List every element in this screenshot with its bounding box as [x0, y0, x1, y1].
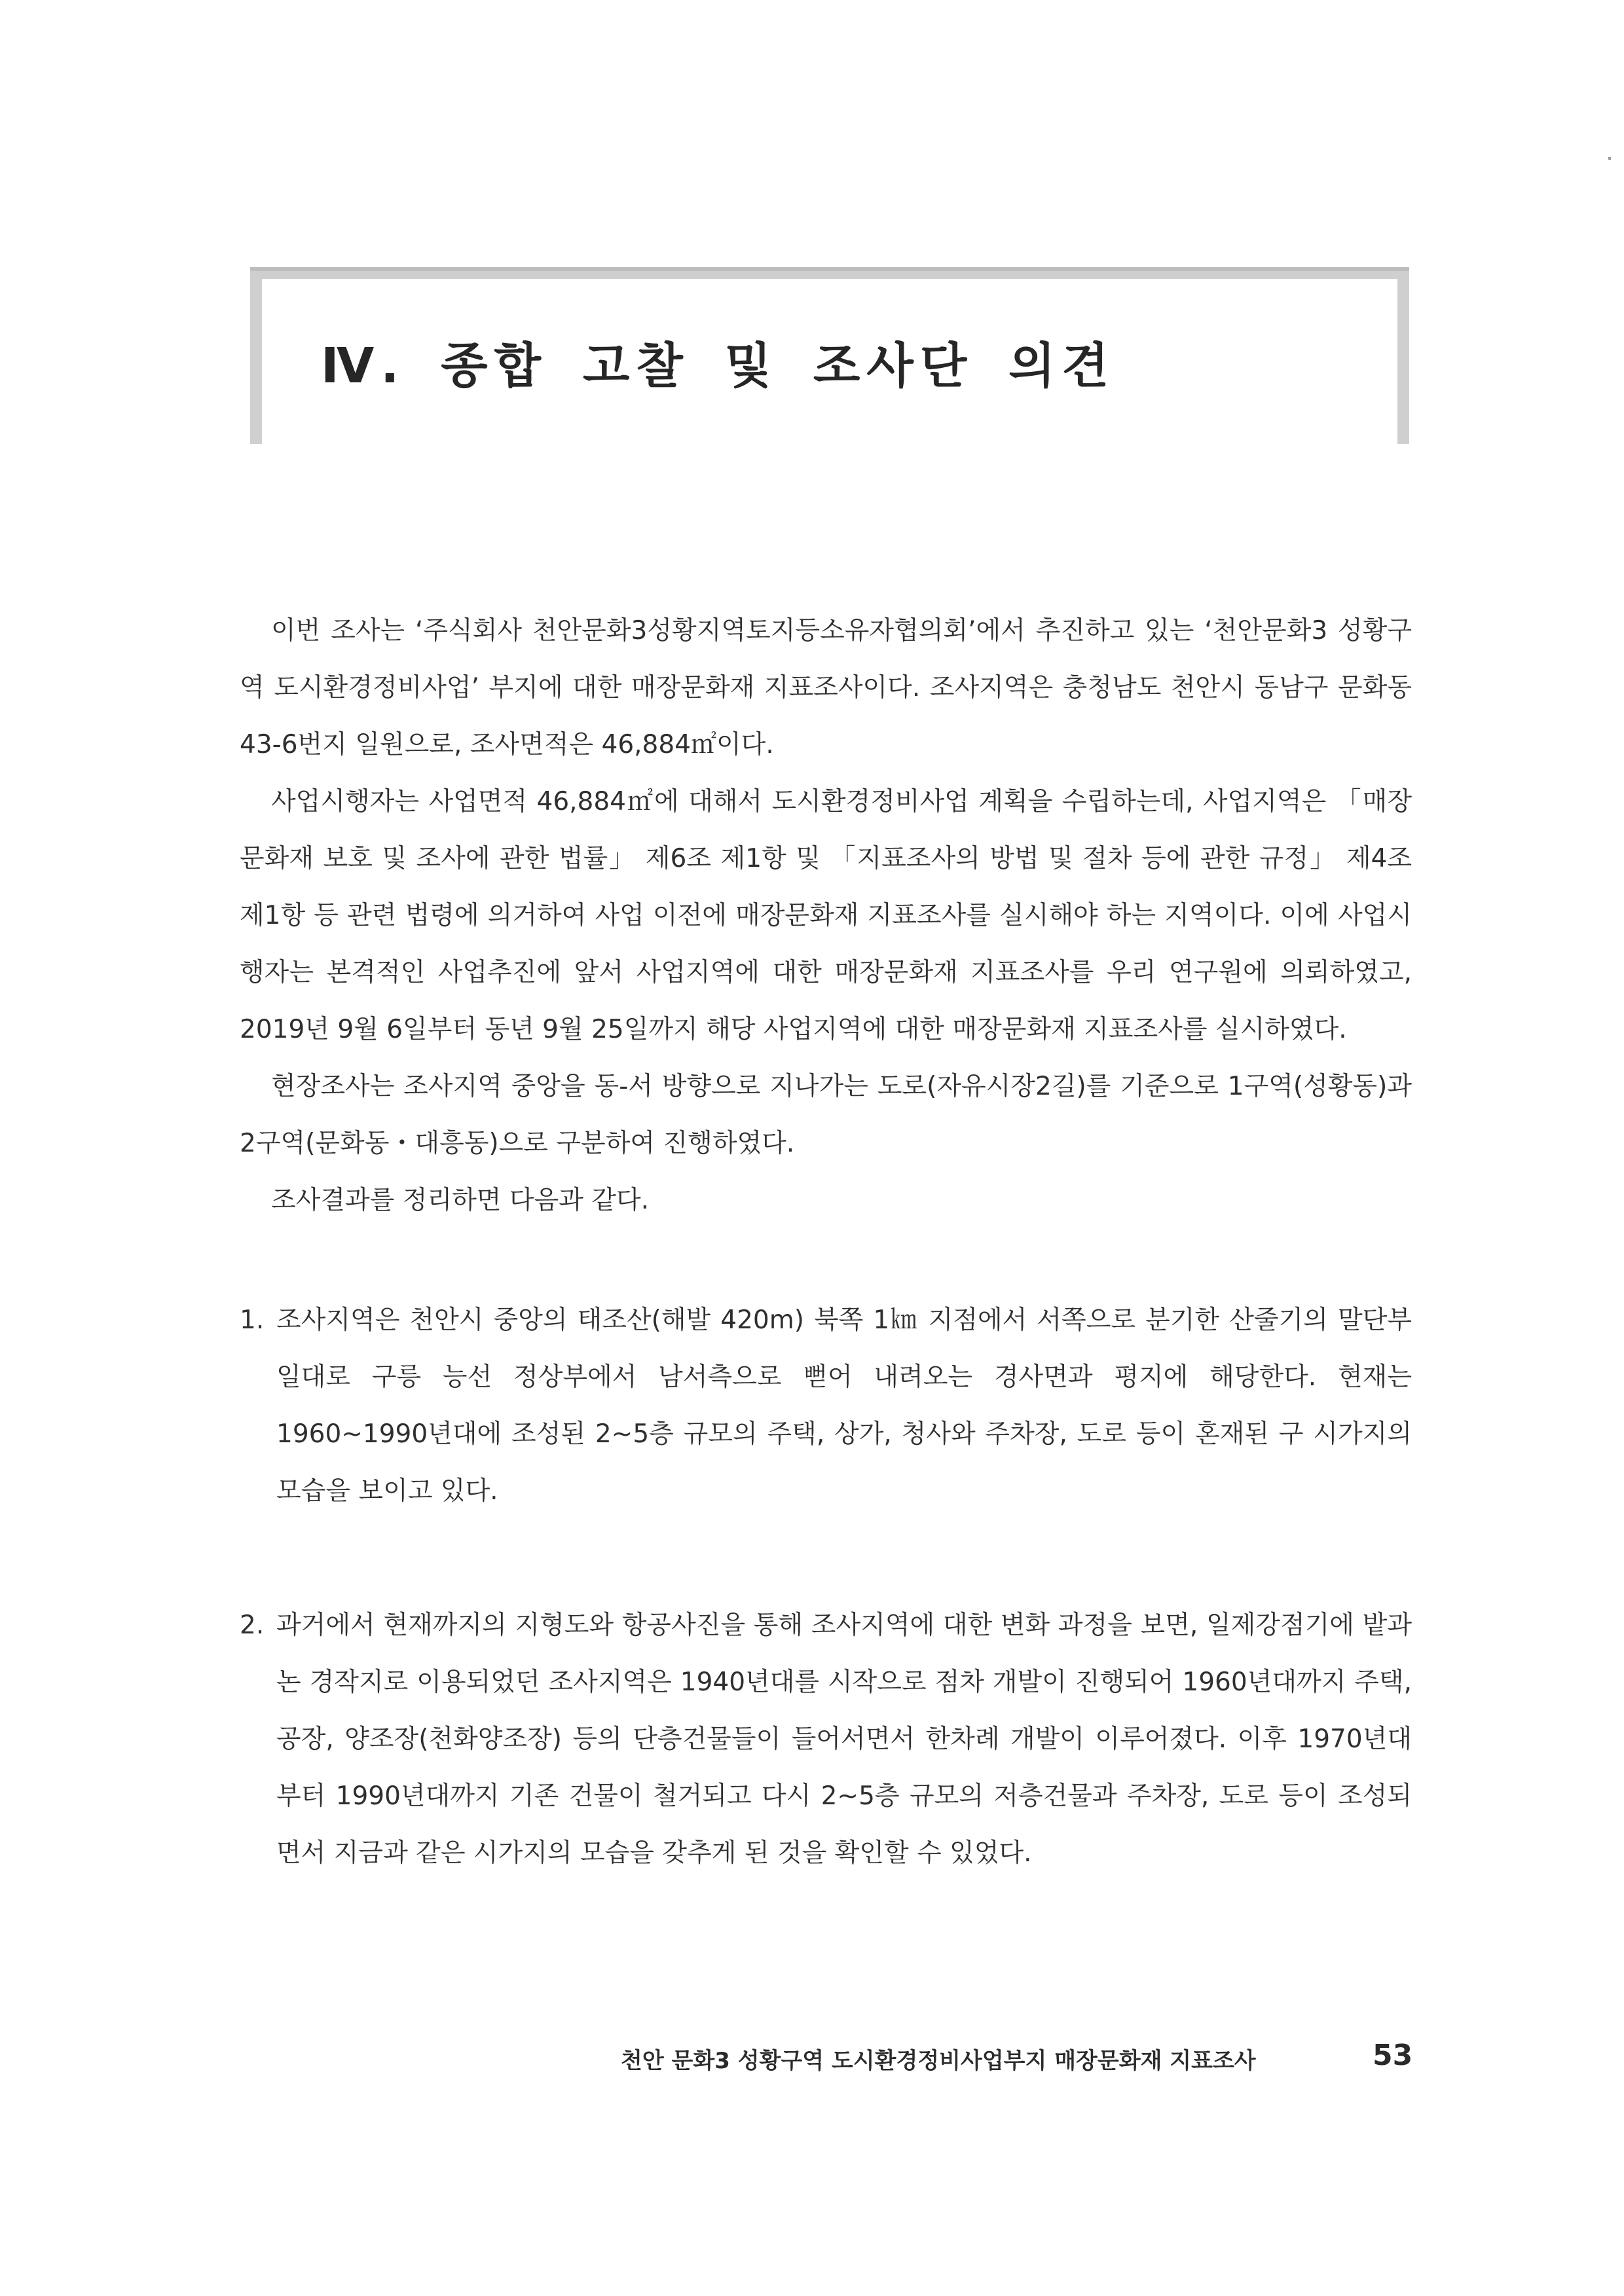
paragraph-legal-basis: 사업시행자는 사업면적 46,884㎡에 대해서 도시환경정비사업 계획을 수립하는데, 사업지역은 「매장문화재 보호 및 조사에 관한 법률」 제6조 제1항 및 「지표조사의 방법 및 절차 등에 관한 규정」 제4조 제1항 등 관련 법령에 의거하여 사업 이전에 매장문화재 지표조사를 실시해야 하는 지역이다. 이에 사업시행자는 본격적인 사업추진에 앞서 사업지역에 대한 매장문화재 지표조사를 우리 연구원에 의뢰하였고, 2019년 9월 6일부터 동년 9월 25일까지 해당 사업지역에 대한 매장문화재 지표조사를 실시하였다.	[240, 787, 1412, 1044]
margin-mark	[1608, 157, 1611, 160]
list-item-text: 과거에서 현재까지의 지형도와 항공사진을 통해 조사지역에 대한 변화 과정을 보면, 일제강점기에 밭과 논 경작지로 이용되었던 조사지역은 1940년대를 시작으로 점차 개발이 진행되어 1960년대까지 주택, 공장, 양조장(천화양조장) 등의 단층건물들이 들어서면서 한차례 개발이 이루어졌다. 이후 1970년대부터 1990년대까지 기존 건물이 철거되고 다시 2~5층 규모의 저층건물과 주차장, 도로 등이 조성되면서 지금과 같은 시가지의 모습을 갖추게 된 것을 확인할 수 있었다.	[276, 1611, 1412, 1868]
paragraph-intro: 이번 조사는 ‘주식회사 천안문화3성황지역토지등소유자협의회’에서 추진하고 있는 ‘천안문화3 성황구역 도시환경정비사업’ 부지에 대한 매장문화재 지표조사이다. 조사지역은 충청남도 천안시 동남구 문화동 43-6번지 일원으로, 조사면적은 46,884㎡이다.	[240, 616, 1412, 759]
list-item-text: 조사지역은 천안시 중앙의 태조산(해발 420m) 북쪽 1㎞ 지점에서 서쪽으로 분기한 산줄기의 말단부 일대로 구릉 능선 정상부에서 남서측으로 뻗어 내려오는 경사면과 평지에 해당한다. 현재는 1960~1990년대에 조성된 2~5층 규모의 주택, 상가, 청사와 주차장, 도로 등이 혼재된 구 시가지의 모습을 보이고 있다.	[276, 1305, 1412, 1506]
findings-list	[240, 1292, 1412, 1882]
list-item	[240, 1597, 1412, 1882]
running-footer-title: 천안 문화3 성황구역 도시환경정비사업부지 매장문화재 지표조사	[621, 2048, 1256, 2074]
list-item-number: 1.	[240, 1305, 265, 1335]
list-item	[240, 1292, 1412, 1520]
page-number: 53	[1373, 2039, 1413, 2072]
paragraph-summary-lead: 조사결과를 정리하면 다음과 같다.	[271, 1186, 650, 1215]
list-item-number: 2.	[240, 1611, 265, 1640]
chapter-title: Ⅳ. 종합 고찰 및 조사단 의견	[321, 338, 1116, 394]
paragraph-survey-areas: 현장조사는 조사지역 중앙을 동-서 방향으로 지나가는 도로(자유시장2길)를 기준으로 1구역(성황동)과 2구역(문화동・대흥동)으로 구분하여 진행하였다.	[240, 1072, 1412, 1158]
body-text	[240, 602, 1412, 1882]
